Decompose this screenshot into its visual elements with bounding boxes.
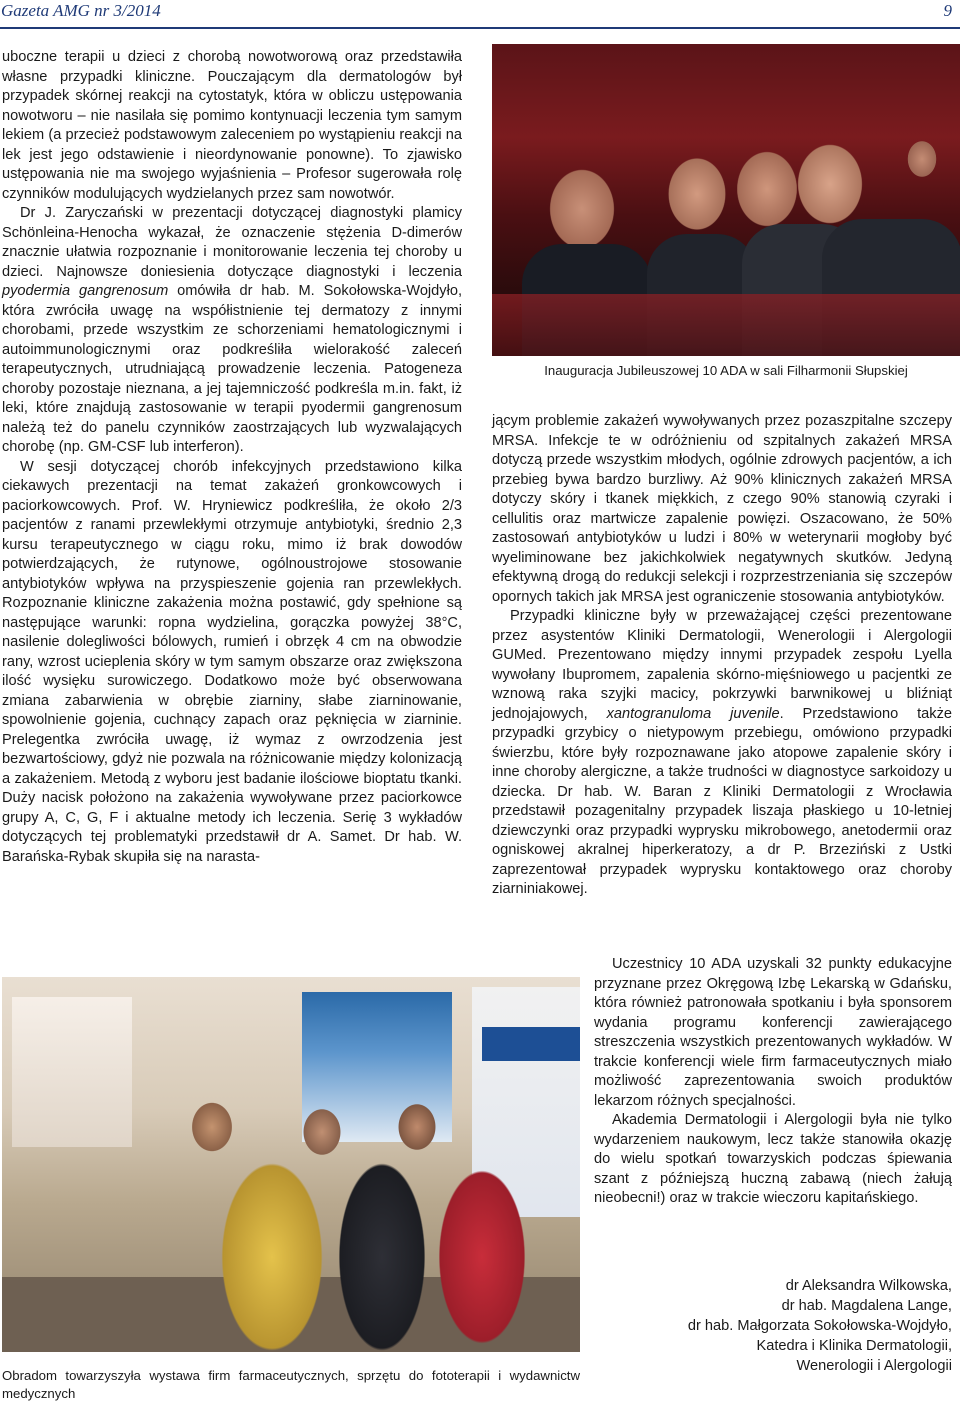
paragraph: Akademia Dermatologii i Alergologii była nie tylko wydarzeniem naukowym, lecz także stanowiła okazję do wielu spotkań towarzyskich podczas śpiewania szant z późniejszą huczną zabawą (niech żałują nieobecni!) oraz w trakcie wieczoru kapitańskiego.	[594, 1112, 952, 1206]
right-column-lower	[594, 955, 952, 1209]
audience-photo-caption: Inauguracja Jubileuszowej 10 ADA w sali Filharmonii Słupskiej	[544, 363, 908, 378]
author-line: dr Aleksandra Wilkowska,	[785, 1278, 952, 1294]
right-column	[492, 412, 952, 900]
audience-photo	[492, 44, 960, 356]
visitors	[152, 1087, 532, 1352]
banner-logo	[482, 1027, 580, 1061]
italic-term: xantogranuloma juvenile	[606, 705, 780, 722]
left-column	[2, 48, 462, 867]
affiliation-line: Katedra i Klinika Dermatologii,	[756, 1338, 952, 1354]
author-signature	[592, 1276, 952, 1376]
paragraph: jącym problemie zakażeń wywoływanych przez pozaszpitalne szczepy MRSA. Infekcje te w odróżnieniu od szpitalnych zakażeń MRSA dotyczą przede wszystkim młodych, ogólnie zdrowych pacjentów, a ich przebieg bywa bardzo burzliwy. Aż 90% klinicznych zakażeń MRSA dotyczy skóry i tkanek miękkich, z czego 90% stanowią czyraki i cellulitis oraz martwicze zapalenie powięzi. Oszacowano, że 50% zastosowań antybiotyków u ludzi i 80% w weterynarii mogłoby być wyeliminowane bez jakichkolwiek negatywnych skutków. Jedyną efektywną drogą do redukcji selekcji i rozprzestrzeniania się szczepów opornych takich jak MRSA jest ograniczenie stosowania antybiotyków.	[492, 413, 952, 605]
exhibition-photo-caption: Obradom towarzyszyła wystawa firm farmaceutycznych, sprzętu do fototerapii i wydawnictw medycznych	[2, 1368, 580, 1401]
header-rule	[0, 27, 960, 29]
paragraph: Uczestnicy 10 ADA uzyskali 32 punkty edukacyjne przyznane przez Okręgową Izbę Lekarską w Gdańsku, która również patronowała spotkaniu i była sponsorem wydania programu konferencji zawierającego streszczenia wszystkich prezentowanych wykładów. W trakcie konferencji wiele firm farmaceutycznych miało możliwość zaprezentowania swoich produktów lekarzom różnych specjalności.	[594, 956, 952, 1109]
text-run: . Przedstawiono także przypadki grzybicy o nietypowym przebiegu, omówiono przypadki świerzbu, które były rozpoznawane jako atopowe zapalenie skóry i inne choroby alergiczne, a także trudności w diagnostyce sarkoidozy u dziecka. Dr hab. W. Baran z Kliniki Dermatologii z Wrocławia przedstawił pozagenitalny przypadek liszaja płaskiego u 10-letniej dziewczynki oraz przypadki wyprysku mikrobowego, anetodermii oraz ogniskowej akralnej hiperkeratozy, a dr P. Brzeziński z Ustki zaprezentował przypadek wyprysku kontaktowego oraz choroby ziarniniakowej.	[492, 705, 952, 897]
paragraph: W sesji dotyczącej chorób infekcyjnych przedstawiono kilka ciekawych prezentacji na temat zakażeń gronkowcowych i paciorkowcowych. Prof. W. Hryniewicz podkreśliła, że około 2/3 pacjentów z ranami przewlekłymi otrzymuje antybiotyki, średnio 2,3 kursu terapeutycznego w ciągu roku, mimo iż brak dowodów potwierdzających, że rutynowe, ogólnoustrojowe stosowanie antybiotyków wpływa na przyspieszenie gojenia ran przewlekłych. Rozpoznanie kliniczne zakażenia można postawić, gdy spełnione są następujące warunki: ropna wydzielina, gorączka powyżej 38°C, nasilenie dolegliwości bólowych, rumień i obrzęk 4 cm na obwodzie rany, wzrost ucieplenia skóry w tym samym obszarze oraz zwiększona ilość wysięku surowiczego. Dodatkowo może być obserwowana zmiana zabarwienia w obrębie ziarniny, słabe ziarninowanie, spowolnienie gojenia, cuchnący zapach oraz pęknięcia w ziarninie. Prelegentka zwróciła uwagę, iż wymaz z owrzodzenia jest bezwartościowy, gdyż nie pozwala na różnicowanie między kolonizacją a zakażeniem. Metodą z wyboru jest badanie ilościowe bioptatu tkanki. Duży nacisk położono na zakażenia wywoływane przez paciorkowce grupy A, C, G, F i aktualne metody ich leczenia. Serię 3 wykładów dotyczących tej problematyki przedstawił dr A. Samet. Dr hab. W. Barańska-Rybak skupiła się na narasta-	[2, 458, 462, 865]
affiliation-line: Wenerologii i Alergologii	[796, 1358, 952, 1374]
page-number: 9	[943, 1, 952, 20]
page-header	[0, 0, 960, 30]
paragraph	[2, 204, 462, 458]
paragraph: uboczne terapii u dzieci z chorobą nowotworową oraz przedstawiła własne przypadki kliniczne. Pouczającym dla dermatologów był przypadek skórnej reakcji na cytostatyk, która w obliczu ustępowania nowotworu – nie nasilała się pomimo kontynuacji leczenia tym samym lekiem (a przecież podstawowym zaleceniem po wystąpieniu reakcji na lek jest jego odstawienie i nieordynowanie ponowne). To zjawisko ustępowania nie ma swojego wyjaśnienia – Profesor sugerowała rolę czynników modulujących wydzielanych przez sam nowotwór.	[2, 49, 462, 202]
paragraph	[492, 607, 952, 900]
author-line: dr hab. Małgorzata Sokołowska-Wojdyło,	[687, 1318, 952, 1334]
author-line: dr hab. Magdalena Lange,	[781, 1298, 952, 1314]
exhibition-photo	[2, 977, 580, 1352]
text-run: Dr J. Zaryczański w prezentacji dotyczącej diagnostyki plamicy Schönleina-Henocha wykazał, że oznaczenie stężenia D-dimerów znacznie ułatwia rozpoznanie i monitorowanie leczenia tej choroby u dzieci. Najnowsze doniesienia dotyczące diagnostyki i leczenia	[2, 205, 462, 280]
text-run: omówiła dr hab. M. Sokołowska-Wojdyło, która zwróciła uwagę na współistnienie tej dermatozy z innymi chorobami, przede wszystkim ze schorzeniami hematologicznymi i autoimmunologicznymi oraz podkreśliła wielorakość zaleceń terapeutycznych, utrudniającą prowadzenie leczenia. Patogeneza choroby pozostaje nieznana, a jej tajemniczość podkreśla m.in. fakt, iż leki, które znajdują zastosowanie w terapii pyodermii gangrenosum należą też do panelu czynników zaostrzających lub wyzwalających chorobę (np. GM-CSF lub interferon).	[2, 283, 463, 455]
text-run: Przypadki kliniczne były w przeważającej części prezentowane przez asystentów Kliniki Dermatologii, Wenerologii i Alergologii GUMed. Prezentowano między innymi przypadek zespołu Lyella wywołany Ibupromem, zapalenia skórno-mięśniowego u pacjentki ze wznową raka szyjki macicy, pokrzywki barwnikowej u bliźniąt jednojajowych,	[492, 608, 952, 722]
italic-term: pyodermia gangrenosum	[2, 283, 169, 299]
publication-title: Gazeta AMG nr 3/2014	[1, 1, 161, 20]
seat-row	[492, 294, 960, 356]
exhibition-stand	[12, 997, 132, 1147]
